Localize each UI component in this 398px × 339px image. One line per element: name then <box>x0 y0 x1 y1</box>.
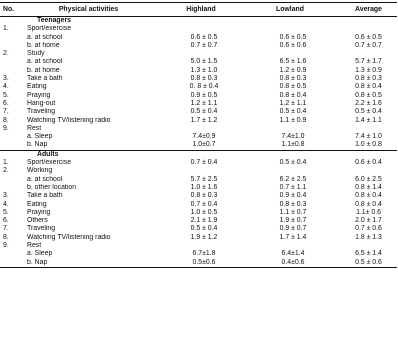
table-row <box>0 192 397 200</box>
table-row <box>0 234 397 242</box>
row-activity: Traveling <box>27 225 56 233</box>
row-activity: Traveling <box>27 108 56 116</box>
row-average: 0.8 ± 0.3 <box>355 75 382 83</box>
row-no <box>0 58 27 66</box>
row-average: 0.7 ± 0.6 <box>355 225 382 233</box>
row-lowland <box>240 125 330 133</box>
row-highland: 5.7 ± 2.5 <box>190 175 218 183</box>
row-no: 4. <box>3 83 9 91</box>
table-row <box>0 225 397 233</box>
row-highland: 0.7 ± 0.4 <box>190 159 218 167</box>
row-average: 0.8 ± 0.5 <box>355 91 382 99</box>
row-no: 6. <box>3 99 9 107</box>
row-lowland: 0.5 ± 0.4 <box>279 108 307 116</box>
row-highland: 0.5 ± 0.4 <box>190 225 218 233</box>
table-row <box>0 67 397 75</box>
row-lowland: 0.9 ± 0.4 <box>279 192 307 200</box>
row-average: 0.8 ± 0.4 <box>355 192 382 200</box>
row-activity: Praying <box>27 91 51 99</box>
row-no: 5. <box>3 91 9 99</box>
table-row <box>0 108 397 116</box>
row-no: 9. <box>3 242 9 250</box>
header-activity: Physical activities <box>58 6 119 13</box>
table-row <box>0 184 397 192</box>
row-lowland: 1.1 ± 0.9 <box>279 116 307 124</box>
row-average <box>330 242 397 250</box>
row-average: 2.0 ± 1.7 <box>355 217 382 225</box>
row-no: 3. <box>3 192 9 200</box>
row-no: 1. <box>3 25 9 33</box>
row-highland <box>150 50 240 58</box>
row-average: 6.5 ± 1.4 <box>355 250 382 258</box>
row-activity: a. at school <box>27 33 63 41</box>
row-highland: 0.7 ± 0.7 <box>190 41 218 49</box>
row-activity: Sport/exercise <box>27 159 72 167</box>
table-row <box>0 42 397 50</box>
row-highland: 0.9 ± 0.5 <box>190 91 218 99</box>
row-highland: 0.7 ± 0.4 <box>190 200 218 208</box>
table-row <box>0 117 397 125</box>
row-no: 1. <box>3 159 9 167</box>
table-row <box>0 58 397 66</box>
table-header-row <box>0 2 397 17</box>
row-no <box>0 133 27 141</box>
table-row <box>0 75 397 83</box>
table-row <box>0 259 397 268</box>
row-lowland: 6.5 ± 1.6 <box>279 58 307 66</box>
row-no: 3. <box>3 75 9 83</box>
header-average: Average <box>355 6 382 13</box>
header-lowland: Lowland <box>276 6 304 13</box>
row-activity: Eating <box>27 83 47 91</box>
row-activity: b. at home <box>27 66 60 74</box>
row-activity: Eating <box>27 200 47 208</box>
row-activity: Working <box>27 167 53 175</box>
row-no: 8. <box>3 116 9 124</box>
section-title: Adults <box>37 150 59 158</box>
table-row <box>0 250 397 258</box>
row-average: 2.2 ± 1.6 <box>355 99 382 107</box>
table-row <box>0 133 397 141</box>
row-highland: 1.3 ± 1.0 <box>190 66 218 74</box>
table-row <box>0 176 397 184</box>
row-lowland <box>240 242 330 250</box>
section-title: Teenagers <box>37 17 71 24</box>
row-highland <box>150 25 240 33</box>
row-average: 1.4 ± 1.1 <box>355 116 382 124</box>
row-lowland: 0.7 ± 1.1 <box>279 183 307 191</box>
row-no <box>0 176 27 184</box>
row-lowland <box>240 167 330 175</box>
row-average <box>330 25 397 33</box>
row-average: 0.8 ± 1.4 <box>355 183 382 191</box>
row-average: 1.8 ± 1.3 <box>355 233 382 241</box>
row-average: 0.7 ± 0.7 <box>355 41 382 49</box>
row-activity: Rest <box>27 124 42 132</box>
row-highland: 1.2 ± 1.1 <box>190 99 218 107</box>
row-average: 1.0 ± 0.8 <box>355 141 382 149</box>
row-activity: Watching TV/listening radio <box>27 116 111 124</box>
row-lowland: 0.9 ± 0.7 <box>279 225 307 233</box>
row-no: 7. <box>3 108 9 116</box>
row-no: 5. <box>3 208 9 216</box>
row-activity: b. other location <box>27 183 77 191</box>
table-row <box>0 25 397 33</box>
row-activity: Praying <box>27 208 51 216</box>
row-no: 8. <box>3 233 9 241</box>
row-lowland: 0.8 ± 0.3 <box>279 75 307 83</box>
row-average: 1.1± 0.6 <box>356 208 381 216</box>
row-lowland: 1.1 ± 0.7 <box>279 208 307 216</box>
header-no: No. <box>3 6 15 13</box>
row-no: 4. <box>3 200 9 208</box>
row-lowland: 6.4±1.4 <box>281 250 305 258</box>
row-lowland: 7.4±1.0 <box>281 133 305 141</box>
row-average <box>330 125 397 133</box>
row-highland: 1.0 ± 0.5 <box>190 208 218 216</box>
row-no <box>0 184 27 192</box>
section-no-cell <box>0 151 27 159</box>
row-activity: b. Nap <box>27 141 48 149</box>
row-activity: a. Sleep <box>27 133 53 141</box>
row-average: 0.8 ± 0.4 <box>355 200 382 208</box>
row-average <box>330 167 397 175</box>
row-activity: Watching TV/listening radio <box>27 233 111 241</box>
table-row <box>0 50 397 58</box>
row-activity: Rest <box>27 242 42 250</box>
table-body <box>0 17 397 268</box>
row-lowland: 0.8 ± 0.3 <box>279 200 307 208</box>
row-no <box>0 42 27 50</box>
row-lowland <box>240 50 330 58</box>
table-row <box>0 34 397 42</box>
row-lowland: 0.5 ± 0.4 <box>279 159 307 167</box>
row-average: 0.8 ± 0.4 <box>355 83 382 91</box>
table-row <box>0 125 397 133</box>
row-lowland: 1.2 ± 0.9 <box>279 66 307 74</box>
table-row <box>0 92 397 100</box>
row-lowland: 0.8 ± 0.4 <box>279 91 307 99</box>
row-no: 9. <box>3 124 9 132</box>
activity-table <box>0 2 397 268</box>
row-no <box>0 141 27 149</box>
row-no: 2. <box>3 167 9 175</box>
row-lowland: 0.4±0.6 <box>281 258 305 266</box>
row-lowland: 0.6 ± 0.5 <box>279 33 307 41</box>
row-average: 5.7 ± 1.7 <box>355 58 382 66</box>
row-activity: Hang-out <box>27 99 56 107</box>
row-activity: Sport/exercise <box>27 25 72 33</box>
row-no <box>0 259 27 267</box>
row-highland: 0.6 ± 0.5 <box>190 33 218 41</box>
row-highland: 0.8 ± 0.3 <box>190 192 218 200</box>
row-highland: 7.4±0.9 <box>192 133 216 141</box>
row-average: 0.6 ± 0.4 <box>355 159 382 167</box>
row-average: 0.6 ± 0.5 <box>355 33 382 41</box>
section-header-row <box>0 17 397 25</box>
row-activity: b. at home <box>27 41 60 49</box>
row-highland: 0.8 ± 0.3 <box>190 75 218 83</box>
row-lowland: 6.2 ± 2.5 <box>279 175 307 183</box>
row-highland: 0. 8 ± 0.4 <box>189 83 219 91</box>
row-highland: 1.7 ± 1.2 <box>190 116 218 124</box>
row-highland: 6.7±1.8 <box>192 250 216 258</box>
row-no <box>0 34 27 42</box>
table-row <box>0 242 397 250</box>
row-activity: b. Nap <box>27 258 48 266</box>
row-highland: 0.5 ± 0.4 <box>190 108 218 116</box>
table-row <box>0 217 397 225</box>
table-row <box>0 201 397 209</box>
row-average: 0.5 ± 0.6 <box>355 258 382 266</box>
table-row <box>0 167 397 175</box>
row-lowland: 1.7 ± 1.4 <box>279 233 307 241</box>
table-row <box>0 83 397 91</box>
header-highland: Highland <box>186 6 216 13</box>
row-no <box>0 250 27 258</box>
row-average <box>330 50 397 58</box>
row-average: 7.4 ± 1.0 <box>355 133 382 141</box>
row-activity: a. at school <box>27 58 63 66</box>
row-activity: a. Sleep <box>27 250 53 258</box>
row-average: 0.5 ± 0.4 <box>355 108 382 116</box>
row-no <box>0 67 27 75</box>
table-row <box>0 159 397 167</box>
row-highland: 5.0 ± 1.5 <box>190 58 218 66</box>
row-lowland: 1.9 ± 0.7 <box>279 217 307 225</box>
table-row <box>0 209 397 217</box>
row-lowland: 1.1±0.8 <box>281 141 305 149</box>
row-average: 6.0 ± 2.5 <box>355 175 382 183</box>
row-no: 6. <box>3 217 9 225</box>
row-lowland <box>240 25 330 33</box>
row-highland: 1.0 ± 1.6 <box>190 183 218 191</box>
row-activity: Take a bath <box>27 75 63 83</box>
row-lowland: 1.2 ± 1.1 <box>279 99 307 107</box>
row-highland: 1.9 ± 1.2 <box>190 233 218 241</box>
row-average: 1.3 ± 0.9 <box>355 66 382 74</box>
row-no: 7. <box>3 225 9 233</box>
row-highland: 2.1 ± 1.9 <box>190 217 218 225</box>
section-no-cell <box>0 17 27 25</box>
row-lowland: 0.6 ± 0.6 <box>279 41 307 49</box>
row-highland <box>150 125 240 133</box>
section-header-row <box>0 150 397 159</box>
row-highland: 0.5±0.6 <box>192 258 216 266</box>
row-highland <box>150 242 240 250</box>
row-activity: Study <box>27 50 45 58</box>
row-highland <box>150 167 240 175</box>
table-row <box>0 100 397 108</box>
row-highland: 1.0±0.7 <box>192 141 216 149</box>
row-activity: a. at school <box>27 175 63 183</box>
row-lowland: 0.8 ± 0.5 <box>279 83 307 91</box>
table-row <box>0 141 397 149</box>
row-no: 2. <box>3 50 9 58</box>
row-activity: Others <box>27 217 48 225</box>
row-activity: Take a bath <box>27 192 63 200</box>
